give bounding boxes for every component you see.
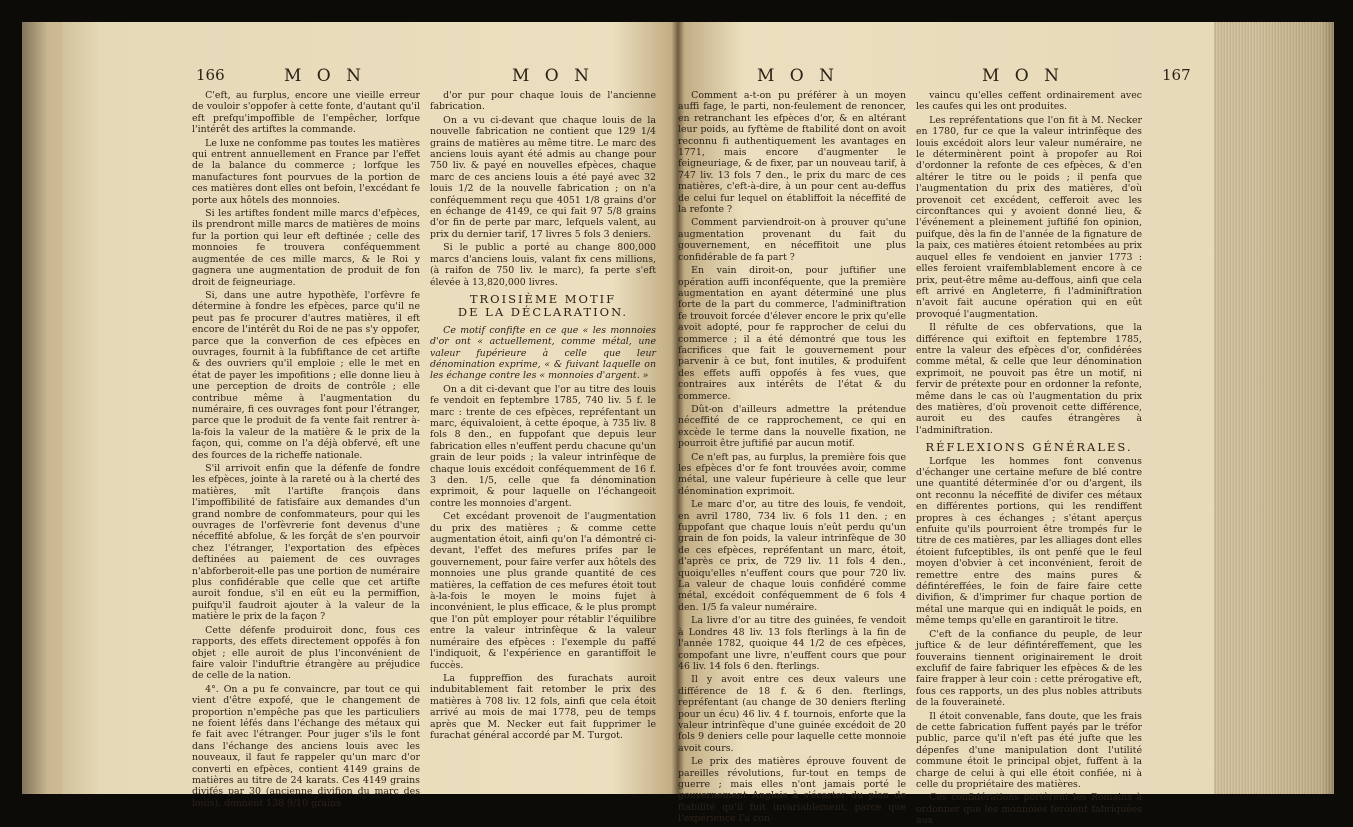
paragraph: La fuppreffion des furachats auroit indubitablement fait retomber le prix des matières à 708 liv. 12 fols, ainfi que cela étoit arrivé au mois de mai 1778, peu de temps après que M. Necker eut fait fupprimer le furachat général accordé par M. Turgot. — [430, 672, 656, 741]
paragraph: Les repréfentations que l'on fit à M. Necker en 1780, fur ce que la valeur intrinfèque des louis excédoit alors leur valeur numéraire, ne le déterminèrent point à propofer au Roi d'ordonner la refonte de ces efpèces, & d'en altérer le titre ou le poids ; il penfa que l'augmentation du prix des matières, d'où provenoit cet excédent, cefferoit avec les circonftances qui y avoient donné lieu, & l'événement a pleinement juftifié fon opinion, puifque, dès la fin de l'année de la fignature de la paix, ces matières étoient retombées au prix auquel elles fe vendoient en janvier 1773 : elles feroient vraifemblablement encore à ce prix, peut-être même au-deffous, ainfi que cela eft arrivé en Angleterre, fi l'adminiftration n'avoit fait aucune opération qui en eût provoqué l'augmentation. — [916, 114, 1142, 320]
running-head-left-b: M O N — [512, 66, 595, 86]
paragraph: Lorfque les hommes font convenus d'échanger une certaine mefure de blé contre une quantité déterminée d'or ou d'argent, ils ont reconnu la néceffité de divifer ces métaux en différentes portions, qui les rendiffent propres à ces échanges ; s'étant aperçus enfuite qu'ils pourroient être trompés fur le titre de ces matières, par les alliages dont elles étoient fufceptibles, ils ont penfé que le feul moyen d'obvier à cet inconvénient, feroit de remettre entre des mains pures & défintéreffées, le foin de faire faire cette divifion, & d'imprimer fur chaque portion de métal une marque qui en indiquât le poids, en même temps qu'elle en garantiroit le titre. — [916, 455, 1142, 627]
paragraph: Le prix des matières éprouve fouvent de pareilles révolutions, fur-tout en temps de guerre ; mais elles n'ont jamais porté le gouvernement Anglois à s'écarter du plan de ftabilité qu'il fuit invariablement, parce que l'expérience l'a con- — [678, 756, 906, 825]
paragraph: S'il arrivoit enfin que la défenfe de fondre les efpèces, jointe à la rareté ou à la cherté des matières, mît l'artifte françois dans l'impoffibilité de fatisfaire aux demandes d'un grand nombre de confommateurs, pour qui les ouvrages de l'orfèvrerie font devenus d'une néceffité abfolue, & les forçât de s'en pourvoir chez l'étranger, l'exportation des efpèces deftinées au paiement de ces ouvrages n'abforberoit-elle pas une portion de numéraire plus confidérable que celle que cet artifte auroit fondue, s'il en eût eu la permiffion, puifqu'il faudroit ajouter à la valeur de la matière le prix de la façon ? — [192, 463, 420, 623]
page-edges-right — [1214, 22, 1334, 794]
paragraph: On a dit ci-devant que l'or au titre des louis fe vendoit en feptembre 1785, 740 liv. 5 f. le marc : trente de ces efpèces, repréfentant un marc, équivaloient, à cette époque, à 735 liv. 8 fols 8 den., en fuppofant que depuis leur fabrication elles n'euffent perdu chacune qu'un grain de leur poids ; la valeur intrinfèque de chaque louis excédoit conféquemment de 16 f. 3 den. 1/5, celle que fa dénomination exprimoit, & pour laquelle on l'échangeoit contre les monnoies d'argent. — [430, 383, 656, 509]
right-page-column-2 — [916, 90, 1142, 827]
left-page-column-2 — [430, 90, 656, 785]
book-spread — [22, 22, 1334, 827]
paragraph: Il y avoit entre ces deux valeurs une différence de 18 f. & 6 den. fterlings, repréfentant (au change de 30 deniers fterling pour un écu) 46 liv. 4 f. tournois, enforte que la valeur intrinfèque d'une guinée excédoit de 20 fols 9 deniers celle pour laquelle cette monnoie avoit cours. — [678, 674, 906, 754]
running-head-right-b: M O N — [982, 66, 1065, 86]
paragraph: Si les artiftes fondent mille marcs d'efpèces, ils prendront mille marcs de matières de moins fur la portion qui leur eft deftinée ; celle des monnoies fe trouvera conféquemment augmentée de ces mille marcs, & le Roi y gagnera une augmentation de produit de fon droit de feigneuriage. — [192, 208, 420, 288]
paragraph: On a vu ci-devant que chaque louis de la nouvelle fabrication ne contient que 129 1/4 grains de matières au même titre. Le marc des anciens louis ayant été admis au change pour 750 liv. & payé en nouvelles efpèces, chaque marc de ces anciens louis a été payé avec 32 louis 1/2 de la nouvelle fabrication ; on n'a conféquemment reçu que 4051 1/8 grains d'or en échange de 4149, ce qui fait 97 5/8 grains d'or fin de perte par marc, lefquels valent, au prix du dernier tarif, 17 livres 5 fols 3 deniers. — [430, 114, 656, 240]
right-page-column-1 — [678, 90, 906, 825]
paragraph: Si, dans une autre hypothèfe, l'orfèvre fe détermine à fondre les efpèces, parce qu'il ne peut pas fe procurer d'autres matières, il eft encore de l'intérêt du Roi de ne pas s'y oppofer, parce que la converfion de ces efpèces en ouvrages, fournit à la fubfiftance de cet artifte & des ouvriers qu'il emploie ; elle le met en état de payer les impofitions ; elle donne lieu à une perception de droits de contrôle ; elle contribue même à l'augmentation du numéraire, fi ces ouvrages font pour l'étranger, parce que le produit de fa vente fait rentrer à-la-fois la valeur de la matière & le prix de la façon, qui, comme on l'a déjà obfervé, eft une des fources de la richeffe nationale. — [192, 289, 420, 461]
running-head-right-a: M O N — [757, 66, 840, 86]
paragraph: C'eft, au furplus, encore une vieille erreur de vouloir s'oppofer à cette fonte, d'autant qu'il eft prefqu'impoffible de l'empêcher, lorfque l'intérêt des artiftes la commande. — [192, 90, 420, 136]
paragraph: Le luxe ne confomme pas toutes les matières qui entrent annuellement en France par l'effet de la balance du commerce ; lorfque les manufactures font pourvues de la portion de ces matières dont elles ont befoin, l'excédant fe porte aux hôtels des monnoies. — [192, 137, 420, 206]
paragraph: Comment a-t-on pu préférer à un moyen auffi fage, le parti, non-feulement de renoncer, en retranchant les efpèces d'or, & en altérant leur poids, au fyftème de ftabilité dont on avoit reconnu fi authentiquement les avantages en 1771, mais encore d'augmenter le feigneuriage, & de fixer, par un nouveau tarif, à 747 liv. 13 fols 7 den., le prix du marc de ces matières, c'eft-à-dire, à un pour cent au-deffus de celui fur lequel on établiffoit la néceffité de la refonte ? — [678, 90, 906, 216]
paragraph: d'or pur pour chaque louis de l'ancienne fabrication. — [430, 90, 656, 113]
paragraph: Le marc d'or, au titre des louis, fe vendoit, en avril 1780, 734 liv. 6 fols 11 den. ; en fuppofant que chaque louis n'eût perdu qu'un grain de fon poids, la valeur intrinfèque de 30 de ces efpèces, repréfentant un marc, étoit, d'après ce prix, de 729 liv. 11 fols 4 den., quoiqu'elles n'euffent cours que pour 720 liv. La valeur de chaque louis confidéré comme métal, excédoit conféquemment de 6 fols 4 den. 1/5 fa valeur numéraire. — [678, 499, 906, 613]
paragraph: Cette défenfe produiroit donc, fous ces rapports, des effets directement oppofés à fon objet ; elle auroit de plus l'inconvénient de faire valoir l'induftrie étrangère au préjudice de celle de la nation. — [192, 624, 420, 682]
paragraph: vaincu qu'elles ceffent ordinairement avec les caufes qui les ont produites. — [916, 90, 1142, 113]
paragraph: Si le public a porté au change 800,000 marcs d'anciens louis, valant fix cens millions, (à raifon de 750 liv. le marc), fa perte s'eft élevée à 13,820,000 livres. — [430, 242, 656, 288]
page-number-right: 167 — [1162, 66, 1191, 84]
paragraph-quote: Ce motif confifte en ce que « les monnoies d'or ont « actuellement, comme métal, une valeur fupérieure à celle que leur dénomination exprime, « & fuivant laquelle on les échange contre les « monnoies d'argent. » — [430, 324, 656, 382]
paragraph: En vain diroit-on, pour juftifier une opération auffi inconféquente, que la première augmentation en ayant déterminé une plus forte de la part du commerce, l'adminiftration fe trouvoit forcée d'élever encore le prix qu'elle avoit adopté, pour fe rapprocher de celui du commerce ; il a été démontré que tous les facrifices que fait le gouvernement pour parvenir à ce but, font inutiles, & produifent des effets auffi oppofés à fes vues, que contraires aux intérêts de l'état & du commerce. — [678, 265, 906, 402]
paragraph: Ce n'eft pas, au furplus, la première fois que les efpèces d'or fe font trouvées avoir, comme métal, une valeur fupérieure à celle que leur dénomination exprimoit. — [678, 451, 906, 497]
left-page-column-1 — [192, 90, 420, 809]
paragraph: Ces confidérations portèrent les Romains à ordonner que les monnoies feroient fabriquées aux — [916, 792, 1142, 827]
paragraph: 4°. On a pu fe convaincre, par tout ce qui vient d'être expofé, que le changement de proportion n'empêche pas que les particuliers ne foient léfés dans l'échange des métaux qui fe fait avec l'étranger. Pour juger s'ils le font dans l'échange des anciens louis avec les nouveaux, il faut fe rappeler qu'un marc d'or converti en efpèces, contient 4149 grains de matières au titre de 24 karats. Ces 4149 grains divifés par 30 (ancienne divifion du marc des louis), donnent 138 9/10 grains — [192, 683, 420, 809]
page-edges-left — [22, 22, 62, 794]
page-number-left: 166 — [196, 66, 225, 84]
section-title-reflexions-generales: RÉFLEXIONS GÉNÉRALES. — [925, 440, 1133, 455]
paragraph: Cet excédant provenoit de l'augmentation du prix des matières ; & comme cette augmentation étoit, ainfi qu'on l'a démontré ci-devant, l'effet des mefures prifes par le gouvernement, pour faire verfer aux hôtels des monnoies une plus grande quantité de ces matières, la ceffation de ces mefures étoit tout à-la-fois le moyen le moins fujet à inconvénient, le plus efficace, & le plus prompt que l'on pût employer pour rétablir l'équilibre entre la valeur intrinfèque & la valeur numéraire des efpèces : l'exemple du paffé l'indiquoit, & l'expérience en garantiffoit le fuccès. — [430, 511, 656, 671]
running-head-left-a: M O N — [284, 66, 367, 86]
paragraph: C'eft de la confiance du peuple, de leur juftice & de leur défintéreffement, que les fouverains tiennent originairement le droit exclufif de faire fabriquer les efpèces & de les faire frapper à leur coin : cette prérogative eft, fous ces rapports, un des plus nobles attributs de la fouveraineté. — [916, 628, 1142, 709]
paragraph: Comment parviendroit-on à prouver qu'une augmentation provenant du fait du gouvernement, en néceffitoit une plus confidérable de fa part ? — [678, 217, 906, 263]
section-title-troisieme-motif: TROISIÈME MOTIF — [469, 291, 617, 306]
paragraph: Il réfulte de ces obfervations, que la différence qui exiftoit en feptembre 1785, entre la valeur des efpèces d'or, confidérées comme métal, & celle que leur dénomination exprimoit, ne pouvoit pas être un motif, ni fervir de prétexte pour en ordonner la refonte, même dans le cas où l'augmentation du prix des matières, d'où provenoit cette différence, auroit eu des caufes étrangères à l'adminiftration. — [916, 322, 1142, 436]
paragraph: La livre d'or au titre des guinées, fe vendoit à Londres 48 liv. 13 fols fterlings à la fin de l'année 1782, quoique 44 1/2 de ces efpèces, compofant une livre, n'euffent cours que pour 46 liv. 14 fols 6 den. fterlings. — [678, 615, 906, 672]
paragraph: Il étoit convenable, fans doute, que les frais de cette fabrication fuffent payés par le tréfor public, parce qu'il n'eft pas été jufte que les dépenfes d'une manipulation dont l'utilité commune étoit le principal objet, fuffent à la charge de celui à qui elle étoit confiée, ni à celle du propriétaire des matières. — [916, 710, 1142, 790]
paragraph: Dût-on d'ailleurs admettre la prétendue néceffité de ce rapprochement, ce qui en excède le terme dans la nouvelle fixation, ne pourroit être juftifié par aucun motif. — [678, 403, 906, 450]
section-subtitle-declaration: DE LA DÉCLARATION. — [457, 305, 629, 320]
